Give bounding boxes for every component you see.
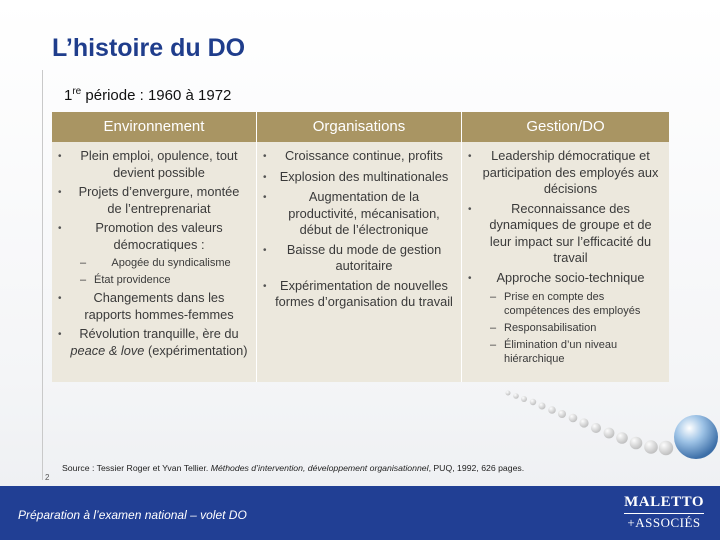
- column-environnement: [52, 112, 257, 382]
- bullet-text: Projets d’envergure, montée de l’entreprenariat: [78, 184, 240, 216]
- bullet-item: [58, 326, 248, 359]
- bullet-icon: •: [468, 272, 472, 284]
- bullet-item: [263, 189, 453, 239]
- bullet-text: Approche socio-technique: [496, 269, 645, 285]
- sub-bullet-item: [490, 321, 661, 335]
- dash-icon: –: [80, 274, 87, 286]
- bullet-item: [58, 290, 248, 323]
- logo-bottom-text: +ASSOCIÉS: [624, 513, 704, 531]
- company-logo: [624, 494, 704, 531]
- sub-bullet-item: [80, 273, 248, 287]
- sub-bullet-text: Apogée du syndicalisme: [111, 257, 231, 269]
- bullet-text: [70, 326, 248, 359]
- bullet-text: Explosion des multinationales: [279, 168, 449, 184]
- sub-bullet-text: Responsabilisation: [504, 322, 597, 334]
- column-header: Environnement: [52, 112, 257, 142]
- bullet-text: Promotion des valeurs démocratiques :: [95, 220, 223, 252]
- column-body: [257, 142, 462, 382]
- bullet-item: [263, 278, 453, 311]
- column-body: [52, 142, 257, 382]
- bullet-icon: •: [58, 223, 62, 234]
- bullet-icon: •: [468, 151, 472, 162]
- bullet-text: Baisse du mode de gestion autoritaire: [286, 241, 442, 273]
- bullet-item: [468, 270, 661, 288]
- bullet-text-part: Révolution tranquille, ère du: [79, 326, 239, 341]
- bullet-icon: •: [58, 329, 62, 340]
- bullet-item: [58, 184, 248, 217]
- bullet-text: Augmentation de la productivité, mécanisation, début de l’électronique: [288, 189, 440, 237]
- bullet-icon: •: [263, 244, 267, 256]
- footer-text: Préparation à l’examen national – volet DO: [18, 508, 247, 522]
- bullet-item: [263, 148, 453, 166]
- column-gestion-do: [462, 112, 669, 382]
- source-text: , PUQ, 1992, 626 pages.: [428, 463, 525, 473]
- bullet-item: [468, 148, 661, 198]
- decorative-spheres-graphic: [500, 385, 720, 485]
- bullet-icon: •: [468, 203, 472, 215]
- bullet-text-part: (expérimentation): [144, 342, 248, 358]
- sub-bullet-item: [80, 256, 248, 270]
- column-organisations: [257, 112, 462, 382]
- bullet-text: Changements dans les rapports hommes-femmes: [84, 290, 234, 322]
- source-citation: [62, 463, 524, 473]
- period-table: [52, 112, 669, 382]
- subtitle-superscript: re: [72, 86, 82, 97]
- sub-bullet-text: Élimination d’un niveau hiérarchique: [504, 339, 618, 365]
- column-body: [462, 142, 669, 382]
- dash-icon: –: [490, 339, 497, 351]
- source-title-italic: Méthodes d’intervention, développement organisationnel: [210, 463, 429, 473]
- bullet-text-italic: peace & love: [70, 342, 145, 358]
- bullet-item: [58, 148, 248, 181]
- column-header: Gestion/DO: [462, 112, 669, 142]
- source-text: Source : Tessier Roger et Yvan Tellier.: [62, 463, 211, 473]
- subtitle-ordinal: 1: [64, 87, 73, 104]
- page-number: 2: [45, 473, 50, 482]
- subtitle-text: période : 1960 à 1972: [81, 87, 232, 104]
- bullet-item: [58, 220, 248, 253]
- sub-bullet-text: Prise en compte des compétences des employés: [504, 291, 641, 317]
- bullet-text: Reconnaissance des dynamiques de groupe et de leur impact sur l’efficacité du travail: [489, 200, 652, 265]
- sub-bullet-item: [490, 338, 661, 366]
- left-divider-line: [42, 70, 43, 480]
- bullet-text: Expérimentation de nouvelles formes d’organisation du travail: [275, 277, 453, 309]
- bullet-item: [263, 242, 453, 275]
- slide-title: L’histoire du DO: [52, 34, 246, 62]
- period-subtitle: [64, 86, 231, 104]
- bullet-icon: •: [58, 151, 62, 162]
- footer-bar: [0, 486, 720, 540]
- bullet-text: Croissance continue, profits: [285, 148, 443, 163]
- bullet-icon: •: [263, 151, 267, 162]
- bullet-text: Plein emploi, opulence, tout devient possible: [80, 148, 238, 180]
- sub-bullet-item: [490, 290, 661, 318]
- dash-icon: –: [490, 322, 497, 334]
- bullet-icon: •: [58, 187, 62, 198]
- bullet-text: Leadership démocratique et participation des employés aux décisions: [482, 148, 659, 196]
- sub-bullet-text: État providence: [94, 274, 171, 286]
- column-header: Organisations: [257, 112, 462, 142]
- dash-icon: –: [490, 291, 497, 303]
- bullet-item: [468, 201, 661, 267]
- bullet-icon: •: [263, 192, 267, 203]
- bullet-icon: •: [263, 280, 267, 292]
- bullet-item: [263, 169, 453, 187]
- bullet-icon: •: [58, 293, 62, 304]
- logo-top-text: MALETTO: [624, 494, 704, 510]
- bullet-icon: •: [263, 171, 267, 183]
- dash-icon: –: [80, 257, 87, 269]
